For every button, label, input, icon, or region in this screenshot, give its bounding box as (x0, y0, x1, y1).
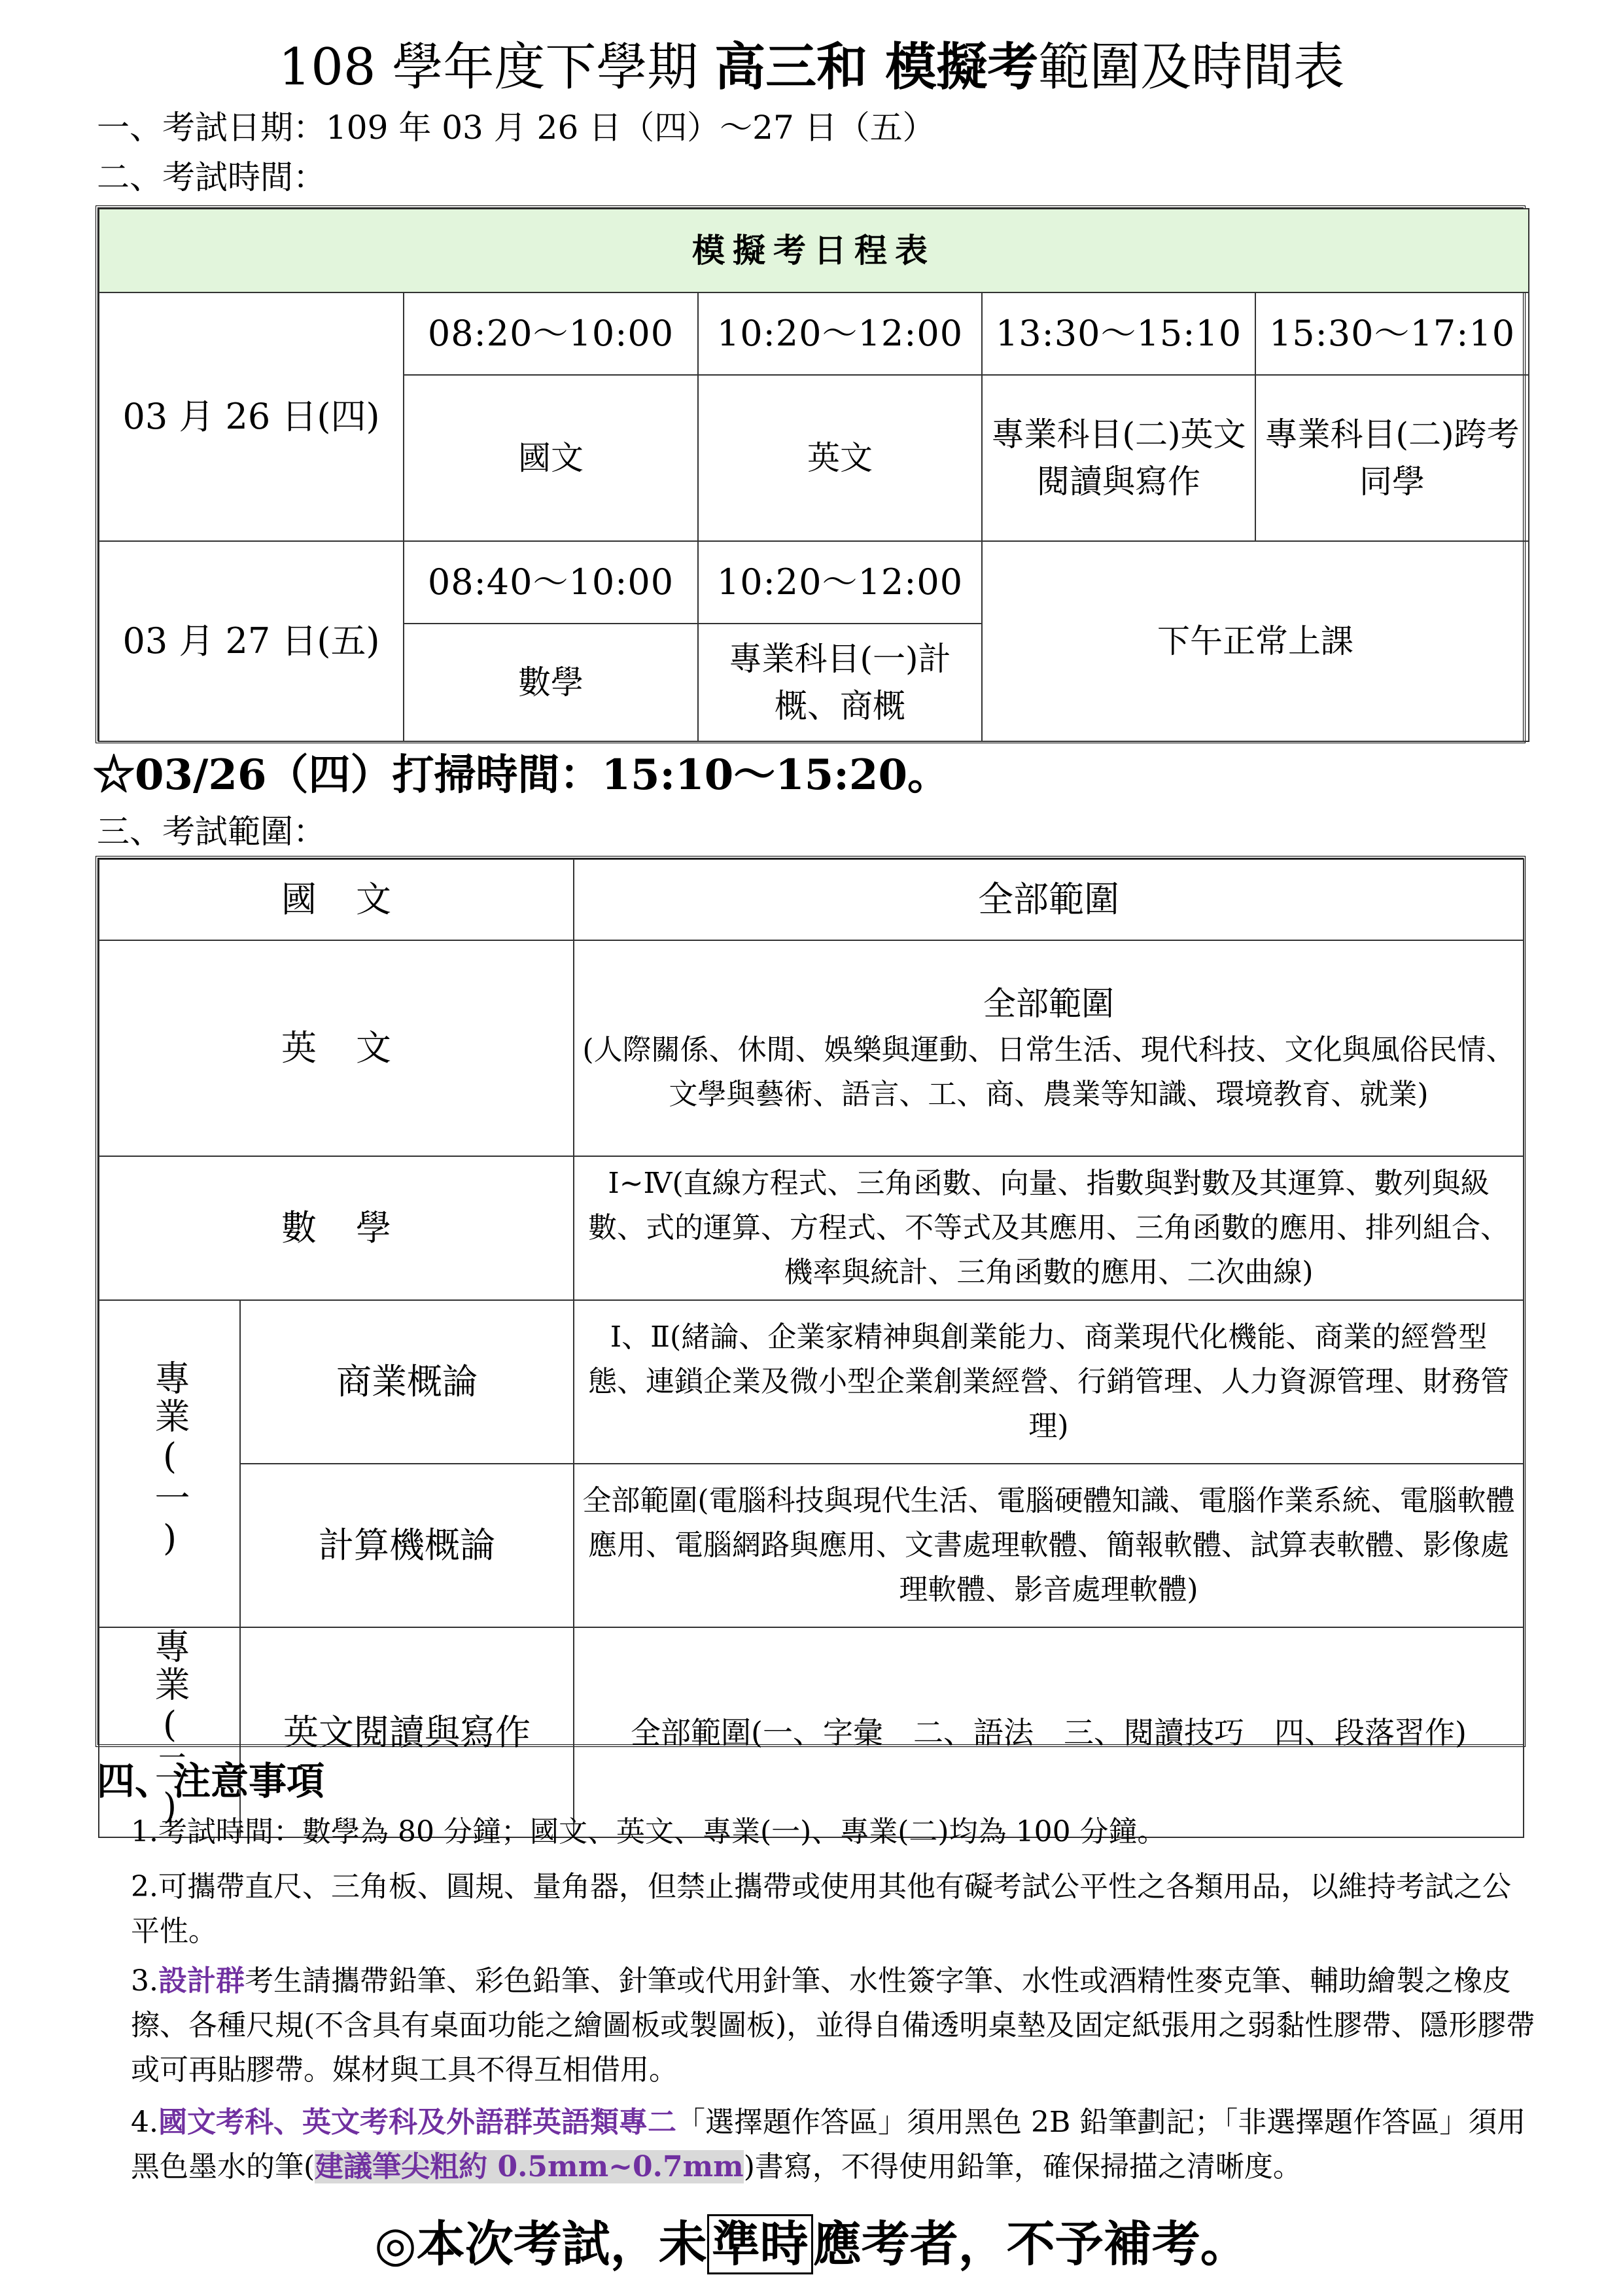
day2-afternoon: 下午正常上課 (982, 541, 1529, 741)
day1-subject-2: 英文 (698, 375, 982, 541)
day1-time-3: 13:30～15:10 (982, 292, 1255, 375)
scope-english-subject: 英文 (99, 940, 574, 1156)
day2-subject-2: 專業科目(一)計概、商概 (698, 624, 982, 741)
note-3-number: 3. (131, 1964, 158, 1998)
note-4-highlight: 國文考科、英文考科及外語群英語類專二 (158, 2106, 676, 2139)
scope-english-range (574, 940, 1524, 1156)
note-3 (131, 1959, 1537, 2093)
scope-chinese-range: 全部範圍 (574, 859, 1524, 940)
final-warning-boxed: 準時 (707, 2214, 813, 2274)
day1-subject-4: 專業科目(二)跨考同學 (1255, 375, 1529, 541)
title-part1: 108 學年度下學期 (278, 38, 715, 97)
cleaning-time-notice: ☆03/26（四）打掃時間：15:10～15:20。 (93, 751, 949, 800)
note-4 (131, 2100, 1537, 2189)
note-4-number: 4. (131, 2106, 158, 2139)
day1-subject-3: 專業科目(二)英文閱讀與寫作 (982, 375, 1255, 541)
day2-subject-1: 數學 (404, 624, 698, 741)
scope-englishrw-range: 全部範圍(一、字彙 二、語法 三、閱讀技巧 四、段落習作) (574, 1627, 1524, 1837)
day2-date: 03 月 27 日(五) (99, 541, 404, 741)
day1-time-4: 15:30～17:10 (1255, 292, 1529, 375)
day1-date: 03 月 26 日(四) (99, 292, 404, 541)
note-4-pen-spec: 建議筆尖粗約 0.5mm~0.7mm (315, 2150, 744, 2183)
title-part2: 高三和 模擬考 (714, 37, 1039, 97)
scope-english-range-title: 全部範圍 (983, 985, 1114, 1023)
scope-math-subject: 數學 (99, 1156, 574, 1300)
day2-time-1: 08:40～10:00 (404, 541, 698, 624)
schedule-table (96, 205, 1526, 743)
note-3-text: 考生請攜帶鉛筆、彩色鉛筆、針筆或代用針筆、水性簽字筆、水性或酒精性麥克筆、輔助繪製之橡皮擦、各種尺規(不含具有桌面功能之繪圖板或製圖板)，並得自備透明桌墊及固定紙張用之弱黏性膠帶、隱形膠帶或可再貼膠帶。媒材與工具不得互相借用。 (131, 1964, 1535, 2087)
scope-math-range: Ⅰ~Ⅳ(直線方程式、三角函數、向量、指數與對數及其運算、數列與級數、式的運算、方程式、不等式及其應用、三角函數的應用、排列組合、機率與統計、三角函數的應用、二次曲線) (574, 1156, 1524, 1300)
note-4-text: 「選擇題作答區」須用黑色 2B 鉛筆劃記；「非選擇題作答區」須用黑色墨水的筆( (131, 2106, 1526, 2183)
note-4-end: )書寫，不得使用鉛筆，確保掃描之清晰度。 (743, 2150, 1302, 2183)
schedule-heading: 模擬考日程表 (99, 209, 1529, 292)
scope-business-subject: 商業概論 (240, 1300, 574, 1464)
note-2: 2.可攜帶直尺、三角板、圓規、量角器，但禁止攜帶或使用其他有礙考試公平性之各類用品，以維持考試之公平性。 (131, 1870, 1511, 1948)
exam-scope-heading: 三、考試範圍： (97, 813, 326, 851)
scope-pro2-group: 專業(二) (99, 1627, 240, 1837)
exam-date-line: 一、考試日期：109 年 03 月 26 日（四）～27 日（五） (97, 109, 935, 147)
note-3-highlight: 設計群 (158, 1964, 245, 1998)
day1-subject-1: 國文 (404, 375, 698, 541)
scope-chinese-subject: 國文 (99, 859, 574, 940)
day1-time-1: 08:20～10:00 (404, 292, 698, 375)
scope-pro1-group: 專業(一) (99, 1300, 240, 1627)
final-warning (0, 2212, 1623, 2277)
notes-heading: 四、注意事項 (97, 1759, 325, 1803)
scope-englishrw-subject: 英文閱讀與寫作 (240, 1627, 574, 1837)
exam-time-heading: 二、考試時間： (97, 158, 326, 196)
scope-computer-range: 全部範圍(電腦科技與現代生活、電腦硬體知識、電腦作業系統、電腦軟體應用、電腦網路與應用、文書處理軟體、簡報軟體、試算表軟體、影像處理軟體、影音處理軟體) (574, 1464, 1524, 1627)
page-title (0, 31, 1623, 103)
final-warning-pre: ◎本次考試，未 (374, 2216, 707, 2272)
day2-time-2: 10:20～12:00 (698, 541, 982, 624)
scope-english-range-detail: (人際關係、休閒、娛樂與運動、日常生活、現代科技、文化與風俗民情、文學與藝術、語言、工、商、農業等知識、環境教育、就業) (582, 1033, 1515, 1111)
scope-business-range: Ⅰ、Ⅱ(緒論、企業家精神與創業能力、商業現代化機能、商業的經營型態、連鎖企業及微小型企業創業經營、行銷管理、人力資源管理、財務管理) (574, 1300, 1524, 1464)
day1-time-2: 10:20～12:00 (698, 292, 982, 375)
scope-computer-subject: 計算機概論 (240, 1464, 574, 1627)
title-part3: 範圍及時間表 (1038, 38, 1345, 97)
final-warning-post: 應考者，不予補考。 (812, 2216, 1249, 2272)
note-1: 1.考試時間：數學為 80 分鐘；國文、英文、專業(一)、專業(二)均為 100 分鐘。 (131, 1815, 1166, 1848)
